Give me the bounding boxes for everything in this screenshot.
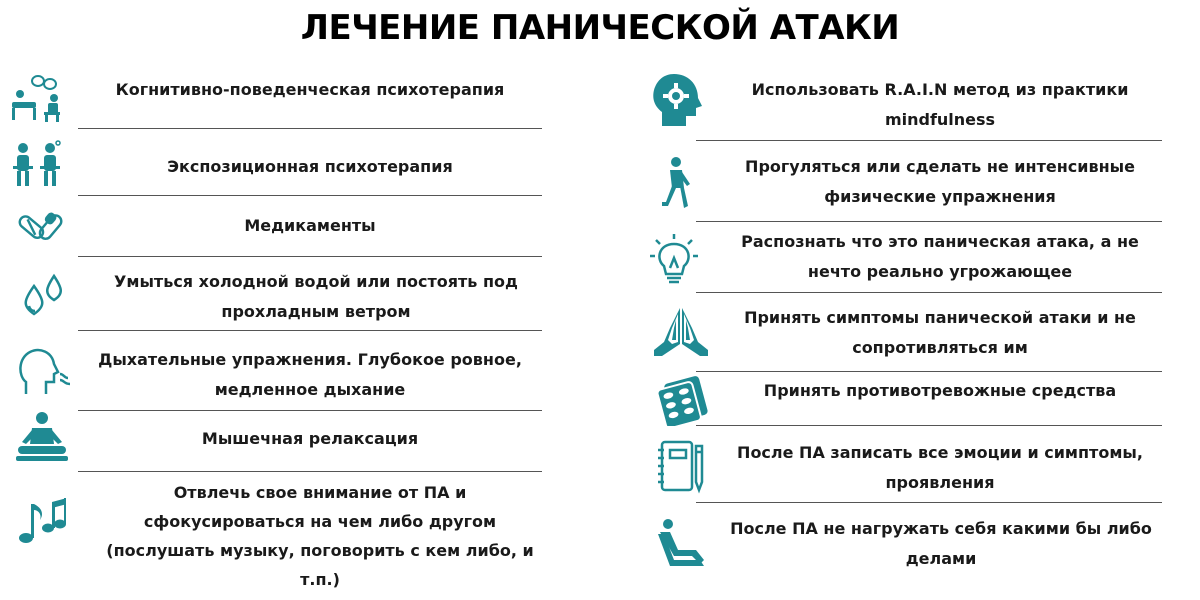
divider [78, 256, 542, 257]
divider [696, 425, 1162, 426]
pill-blister-icon [654, 374, 712, 426]
divider [78, 471, 542, 472]
divider [696, 371, 1162, 372]
divider [696, 221, 1162, 222]
page-title: ЛЕЧЕНИЕ ПАНИЧЕСКОЙ АТАКИ [300, 8, 900, 48]
therapy-session-icon [8, 72, 64, 128]
list-item-text: Дыхательные упражнения. Глубокое ровное, медленное дыхание [98, 350, 522, 399]
list-item-text: Отвлечь свое внимание от ПА и сфокусироваться на чем либо другом (послушать музыку, поговорить с кем либо, и т.п.) [106, 483, 534, 589]
light-bulb-icon [648, 232, 700, 288]
list-item-text: Умыться холодной водой или постоять под прохладным ветром [114, 272, 518, 321]
list-item-text: После ПА не нагружать себя какими бы либо делами [730, 519, 1152, 568]
divider [78, 330, 542, 331]
divider [696, 140, 1162, 141]
list-item-text: Медикаменты [244, 216, 376, 235]
music-notes-icon [14, 494, 66, 550]
water-drops-icon [18, 268, 68, 324]
list-item-text: Прогуляться или сделать не интенсивные физические упражнения [745, 157, 1135, 206]
walking-person-icon [654, 156, 696, 212]
list-item-text: Использовать R.A.I.N метод из практики mindfulness [751, 80, 1129, 129]
divider [78, 128, 542, 129]
recliner-chair-icon [656, 516, 708, 572]
list-item-text: Мышечная релаксация [201, 429, 419, 448]
mind-gear-icon [652, 72, 702, 128]
list-item-text: Распознать что это паническая атака, а не нечто реально угрожающее [741, 232, 1139, 281]
meditation-icon [14, 408, 70, 464]
divider [696, 502, 1162, 503]
exposure-therapy-icon [10, 138, 66, 194]
notebook-pen-icon [656, 438, 706, 496]
divider [696, 292, 1162, 293]
divider [78, 410, 542, 411]
praying-hands-icon [652, 304, 710, 360]
list-item-text: Экспозиционная психотерапия [167, 157, 453, 176]
list-item-text: Принять симптомы панической атаки и не сопротивляться им [744, 308, 1136, 357]
list-item-text: Принять противотревожные средства [763, 381, 1117, 400]
breathing-head-icon [16, 344, 74, 400]
list-item-text: После ПА записать все эмоции и симптомы, проявления [737, 443, 1143, 492]
list-item-text: Когнитивно-поведенческая психотерапия [115, 80, 505, 99]
pills-icon [14, 206, 68, 254]
divider [78, 195, 542, 196]
